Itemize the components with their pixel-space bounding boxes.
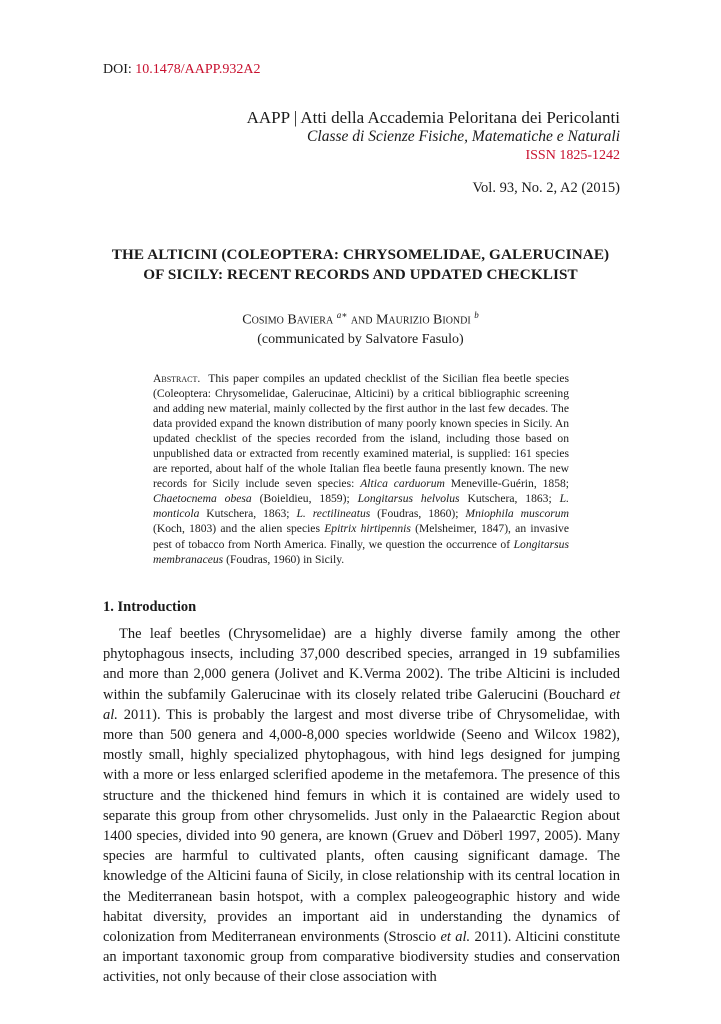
doi-label: DOI: (103, 62, 132, 77)
species-name: Longitarsus helvolus (357, 492, 460, 506)
journal-class: Classe di Scienze Fisiche, Matematiche e Naturali (307, 128, 620, 145)
paragraph-text: 2011). Alticini constitute an important taxonomic group from comparative biodiversity studies and conservation activities, not only because of their close association with (103, 929, 621, 986)
journal-header (247, 108, 620, 165)
abstract-text: (Melsheimer, 1847), an invasive pest of tobacco from North America. Finally, we question the occurrence of (153, 522, 569, 551)
citation-etal: et al. (103, 686, 620, 723)
abstract-text: This paper compiles an updated checklist of the Sicilian flea beetle species (Coleoptera: Chrysomelidae, Galerucinae, Alticini) by a critical bibliographic screening and adding new material, mainly collected by the first author in the last few decades. The data provided expand the known distribution of many poorly known species in Sicily. An updated checklist of the species recorded from the island, including those based on unpublished data or extracted from recently examined material, is supplied: 161 species are reported, about half of the whole Italian flea beetle fauna presently known. The new records for Sicily include seven species: (153, 372, 569, 491)
species-name: L. rectilineatus (296, 507, 371, 521)
journal-issn: ISSN 1825-1242 (525, 148, 620, 163)
abstract-text: (Foudras, 1860); (377, 507, 459, 521)
doi-line (103, 62, 261, 78)
abstract-text: (Boieldieu, 1859); (259, 492, 350, 506)
abstract-text: Meneville-Guérin, 1858; (450, 477, 570, 491)
journal-name: AAPP | Atti della Accademia Peloritana dei Pericolanti (246, 108, 620, 127)
abstract (153, 371, 569, 567)
doi-link[interactable]: 10.1478/AAPP.932A2 (135, 62, 261, 77)
author-2: Maurizio Biondi (375, 312, 471, 328)
species-name: L. monticola (153, 492, 569, 521)
introduction-body (103, 624, 620, 988)
authors (95, 310, 626, 329)
title-line-2: OF SICILY: RECENT RECORDS AND UPDATED CHECKLIST (143, 266, 578, 283)
abstract-label: Abstract. (153, 372, 201, 385)
species-name: Chaetocnema obesa (153, 492, 252, 506)
paragraph-text: The leaf beetles (Chrysomelidae) are a highly diverse family among the other phytophagous insects, including 37,000 described species, arranged in 19 subfamilies and more than 2,000 genera (Jolivet and K.Verma 2002). The tribe Alticini is included within the subfamily Galerucinae with its closely related tribe Galerucini (Bouchard (103, 626, 620, 703)
species-name: Altica carduorum (360, 477, 445, 491)
author-1: Cosimo Baviera (242, 312, 334, 328)
communicated-by: (communicated by Salvatore Fasulo) (257, 332, 464, 347)
abstract-text: Kutschera, 1863; (467, 492, 552, 506)
species-name: Mniophila muscorum (465, 507, 569, 521)
species-name: Epitrix hirtipennis (324, 522, 411, 536)
author-1-affiliation: a∗ (336, 310, 348, 320)
paragraph (103, 624, 620, 988)
title-line-1: THE ALTICINI (COLEOPTERA: CHRYSOMELIDAE, GALERUCINAE) (111, 246, 610, 263)
citation-etal: et al. (440, 929, 471, 946)
abstract-text: (Foudras, 1960) in Sicily. (226, 552, 345, 566)
article-title (95, 245, 626, 285)
volume-info: Vol. 93, No. 2, A2 (2015) (472, 180, 620, 196)
species-name: Longitarsus membranaceus (153, 537, 569, 566)
section-heading-introduction: 1. Introduction (103, 599, 197, 615)
abstract-text: Kutschera, 1863; (206, 507, 290, 521)
author-2-affiliation: b (474, 310, 479, 320)
abstract-text: (Koch, 1803) and the alien species (153, 522, 320, 536)
paragraph-text: 2011). This is probably the largest and most diverse tribe of Chrysomelidae, with more than 500 genera and 4,000-8,000 species worldwide (Seeno and Wilcox 1982), mostly small, highly specialized phytophagous, with hind legs designed for jumping with a more or less enlarged sclerified apodeme in the metafemora. The presence of this structure and the thickened hind femurs in which it is contained are widely used to separate this group from other chrysomelids. Just only in the Palaearctic Region about 1400 species, divided into 90 genera, are known (Gruev and Döberl 1997, 2005). Many species are harmful to cultivated plants, often causing significant damage. The knowledge of the Alticini fauna of Sicily, in close relationship with its central location in the Mediterranean basin hotspot, with a complex paleogeographic history and wide habitat diversity, provides an important aid in understanding the dynamics of colonization from Mediterranean environments (Stroscio (103, 706, 620, 946)
authors-and: and (350, 312, 373, 328)
